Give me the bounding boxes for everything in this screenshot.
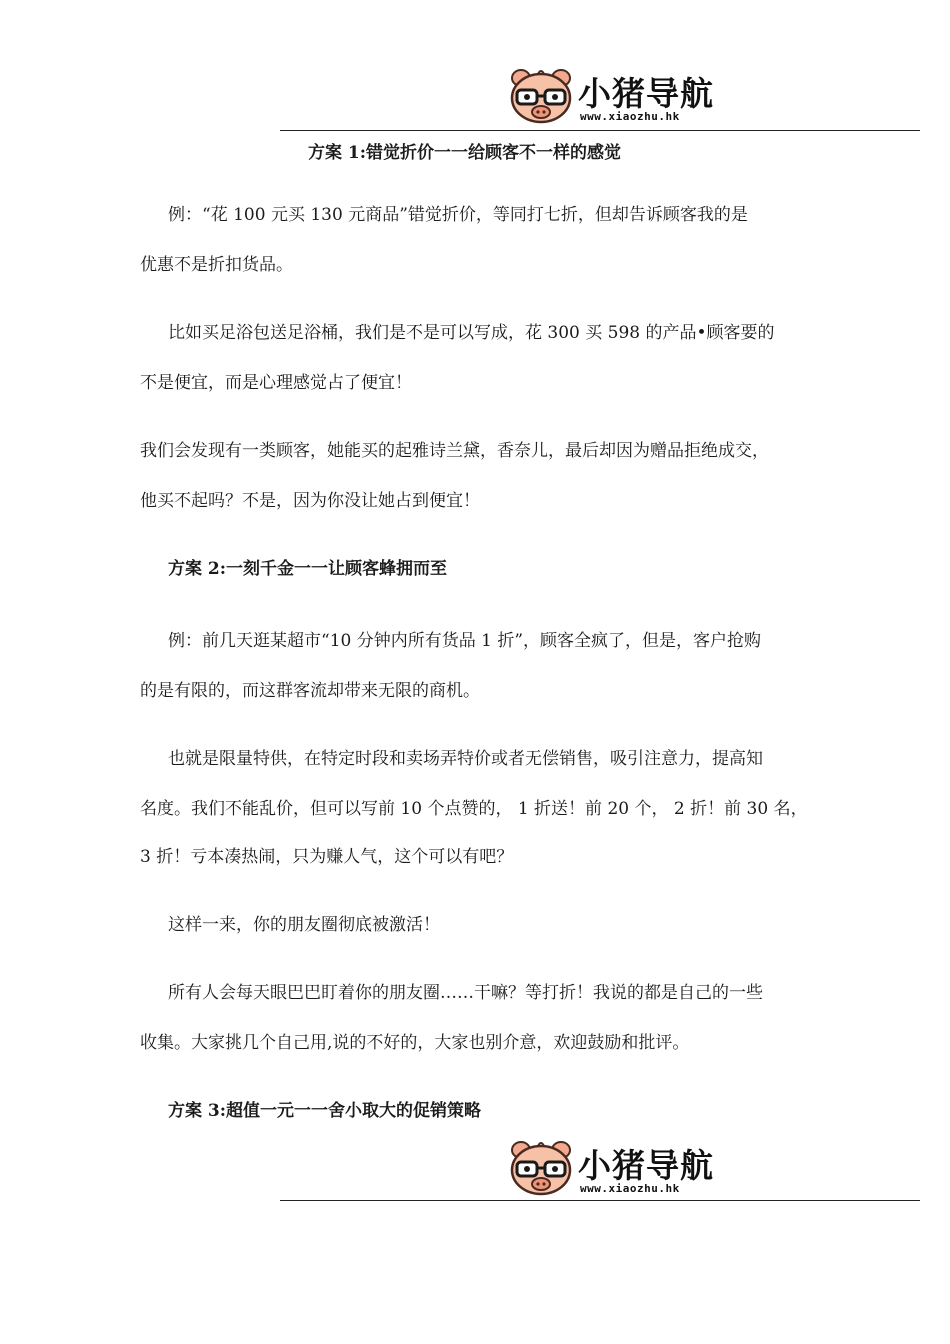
paragraph-line: 例：前几天逛某超市“10 分钟内所有货品 1 折”，顾客全疯了，但是，客户抢购 xyxy=(168,631,762,651)
paragraph-line: 的是有限的，而这群客流却带来无限的商机。 xyxy=(140,681,480,701)
paragraph-line: 我们会发现有一类顾客，她能买的起雅诗兰黛，香奈儿，最后却因为赠品拒绝成交， xyxy=(140,441,769,461)
site-logo xyxy=(508,66,718,124)
heading-plan-3: 方案 3:超值一元一一舍小取大的促销策略 xyxy=(168,1101,482,1121)
site-logo-footer xyxy=(508,1138,718,1196)
logo-url: www.xiaozhu.hk xyxy=(580,110,680,123)
logo-title: 小猪导航 xyxy=(578,74,714,113)
paragraph-line: 这样一来，你的朋友圈彻底被激活！ xyxy=(168,915,440,935)
paragraph-line: 比如买足浴包送足浴桶，我们是不是可以写成，花 300 买 598 的产品•顾客要的 xyxy=(168,323,775,343)
heading-plan-1: 方案 1:错觉折价一一给顾客不一样的感觉 xyxy=(308,143,622,163)
paragraph-line: 例：“花 100 元买 130 元商品”错觉折价，等同打七折，但却告诉顾客我的是 xyxy=(168,205,748,225)
paragraph-line: 优惠不是折扣货品。 xyxy=(140,255,293,275)
logo-url: www.xiaozhu.hk xyxy=(580,1182,680,1195)
header-divider xyxy=(280,130,920,131)
heading-plan-2: 方案 2:一刻千金一一让顾客蜂拥而至 xyxy=(168,559,448,579)
paragraph-line: 不是便宜，而是心理感觉占了便宜！ xyxy=(140,373,412,393)
paragraph-line: 3 折！亏本凑热闹，只为赚人气，这个可以有吧？ xyxy=(140,847,514,867)
pig-mascot-icon xyxy=(508,1138,574,1196)
paragraph-line: 收集。大家挑几个自己用,说的不好的，大家也别介意，欢迎鼓励和批评。 xyxy=(140,1033,690,1053)
pig-mascot-icon xyxy=(508,66,574,124)
paragraph-line: 他买不起吗？不是，因为你没让她占到便宜！ xyxy=(140,491,480,511)
paragraph-line: 也就是限量特供，在特定时段和卖场弄特价或者无偿销售，吸引注意力，提高知 xyxy=(168,749,763,769)
logo-title: 小猪导航 xyxy=(578,1146,714,1185)
footer-divider xyxy=(280,1200,920,1201)
paragraph-line: 所有人会每天眼巴巴盯着你的朋友圈……干嘛？等打折！我说的都是自己的一些 xyxy=(168,983,763,1003)
paragraph-line: 名度。我们不能乱价，但可以写前 10 个点赞的， 1 折送！前 20 个， 2 折！前 30 名， xyxy=(140,799,808,819)
